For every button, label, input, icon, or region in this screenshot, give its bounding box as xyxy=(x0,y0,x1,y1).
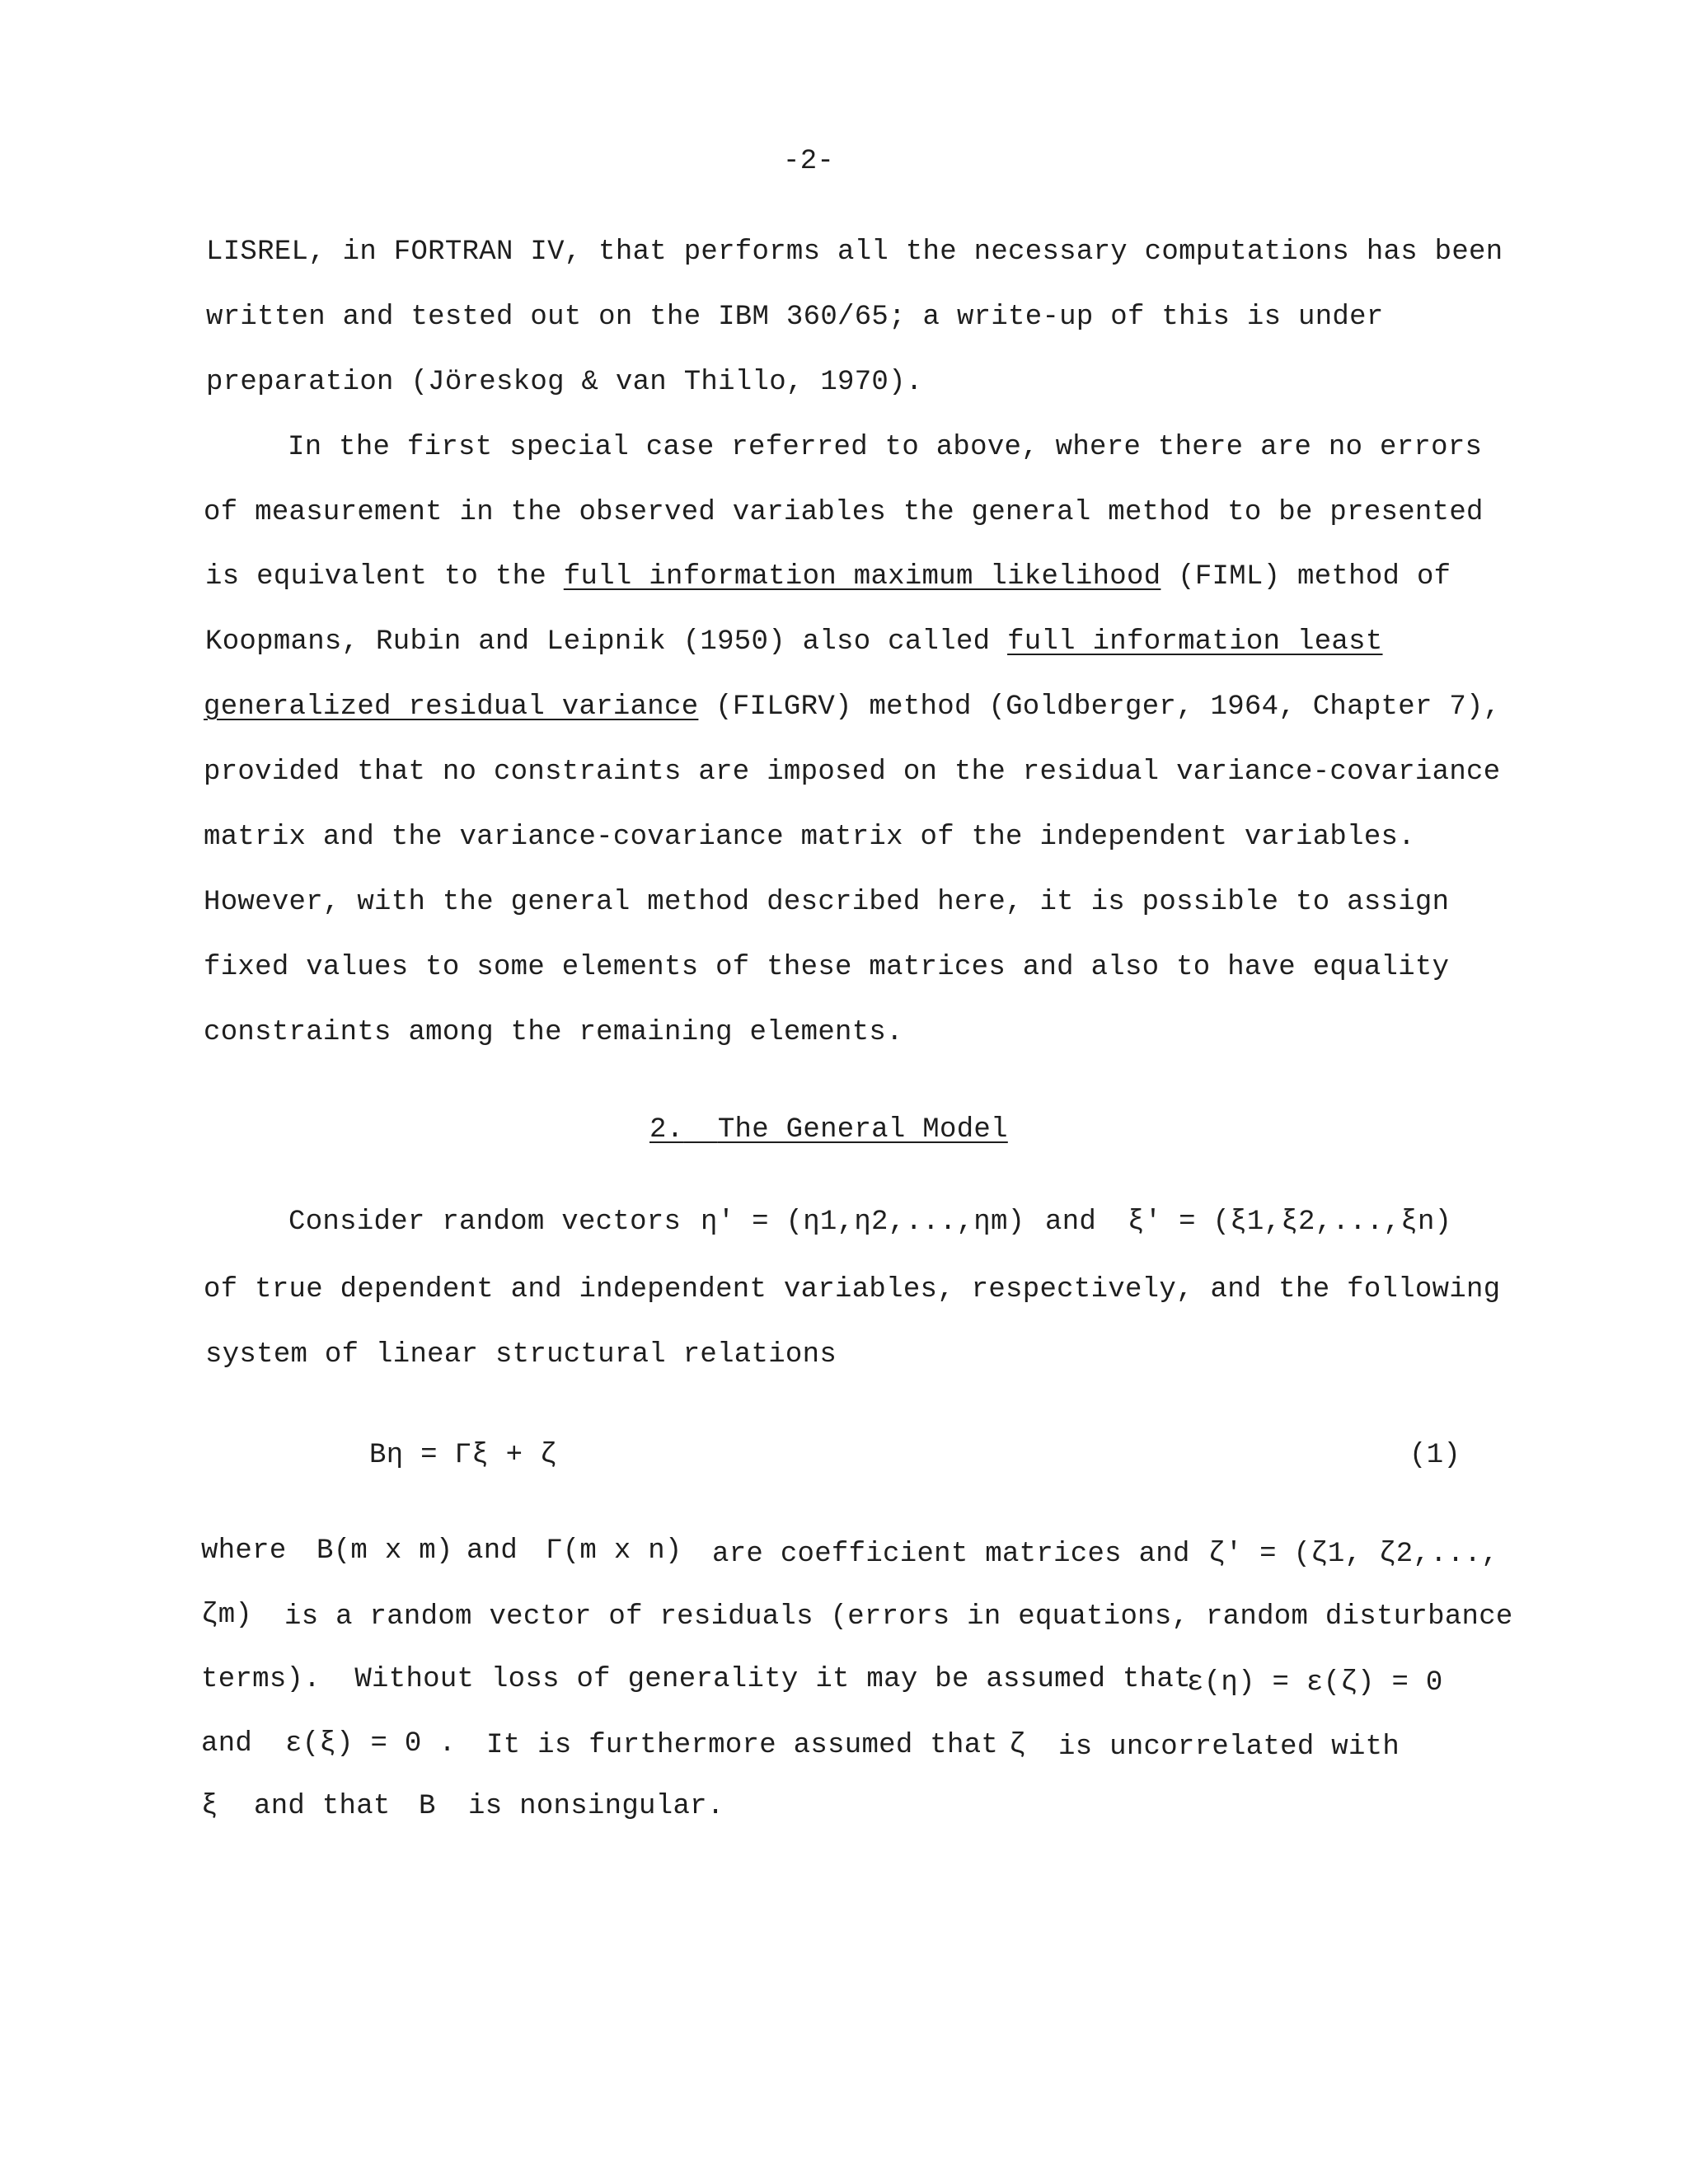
paragraph-2-line-4 xyxy=(205,626,1383,658)
paragraph-4-line-5b: and that xyxy=(254,1791,391,1822)
underlined-term-filgrv-part2: generalized residual variance xyxy=(204,691,699,723)
paragraph-1-line-3: preparation (Jöreskog & van Thillo, 1970). xyxy=(206,367,923,398)
matrix-b-symbol: B xyxy=(419,1791,436,1822)
text-span: (FILGRV) method (Goldberger, 1964, Chapter 7), xyxy=(698,691,1501,723)
page-number: -2- xyxy=(783,146,835,177)
section-spacer xyxy=(683,1114,717,1146)
eta-vector-definition: η' = (η1,η2,...,ηm) xyxy=(701,1207,1025,1238)
paragraph-2-line-5 xyxy=(204,691,1500,724)
text-span: is equivalent to the xyxy=(205,561,564,593)
paragraph-2-line-6: provided that no constraints are imposed on the residual variance-covariance xyxy=(204,757,1501,788)
paragraph-4-line-3a: terms). Without loss of generality it may be assumed that xyxy=(201,1664,1191,1695)
paragraph-1-line-1: LISREL, in FORTRAN IV, that performs all the necessary computations has been xyxy=(206,237,1503,268)
underlined-term-fiml: full information maximum likelihood xyxy=(563,561,1161,593)
paragraph-2-line-1: In the first special case referred to above, where there are no errors xyxy=(288,432,1483,463)
paragraph-4-line-4e: is uncorrelated with xyxy=(1058,1732,1400,1763)
paragraph-1-line-2: written and tested out on the IBM 360/65; a write-up of this is under xyxy=(206,302,1384,333)
xi-symbol: ξ xyxy=(201,1791,218,1822)
expectation-xi: ε(ξ) = 0 . xyxy=(285,1728,457,1760)
underlined-term-filgrv-part1: full information least xyxy=(1007,626,1383,658)
paragraph-4-line-4a: and xyxy=(201,1728,253,1760)
paragraph-4-line-2: is a random vector of residuals (errors in equations, random disturbance xyxy=(284,1601,1513,1633)
paragraph-3-line-2: of true dependent and independent variables, respectively, and the following xyxy=(204,1274,1501,1305)
paragraph-2-line-8: However, with the general method described here, it is possible to assign xyxy=(204,887,1450,918)
text-span: Koopmans, Rubin and Leipnik (1950) also called xyxy=(205,626,1008,658)
paragraph-2-line-2: of measurement in the observed variables the general method to be presented xyxy=(204,497,1484,528)
paragraph-3-line-3: system of linear structural relations xyxy=(205,1339,837,1371)
zeta-symbol: ζ xyxy=(1009,1730,1026,1761)
section-title: The General Model xyxy=(717,1114,1008,1146)
paragraph-2-line-7: matrix and the variance-covariance matrix of the independent variables. xyxy=(204,822,1415,853)
section-heading xyxy=(649,1113,1008,1146)
paragraph-4-where: where xyxy=(201,1535,287,1567)
paragraph-4-and: and xyxy=(467,1535,518,1567)
paragraph-2-line-9: fixed values to some elements of these matrices and also to have equality xyxy=(204,952,1450,983)
paragraph-4-line-1b: are coefficient matrices and xyxy=(712,1539,1190,1570)
paragraph-2-line-10: constraints among the remaining elements. xyxy=(204,1017,903,1048)
zeta-m: ζm) xyxy=(201,1600,253,1631)
xi-vector-definition: ξ' = (ξ1,ξ2,...,ξn) xyxy=(1128,1207,1452,1238)
zeta-vector-definition: ζ' = (ζ1, ζ2,..., xyxy=(1208,1539,1498,1570)
matrix-gamma-dimension: Γ(m x n) xyxy=(546,1535,682,1567)
paragraph-2-line-3 xyxy=(205,560,1451,593)
paragraph-3-and: and xyxy=(1045,1207,1097,1238)
paragraph-3-line-1a: Consider random vectors xyxy=(288,1207,682,1238)
equation-1-number: (1) xyxy=(1409,1440,1461,1471)
paragraph-4-line-5d: is nonsingular. xyxy=(468,1791,724,1822)
section-number: 2. xyxy=(649,1114,684,1146)
text-span: (FIML) method of xyxy=(1160,561,1451,593)
paragraph-4-line-4c: It is furthermore assumed that xyxy=(486,1730,999,1761)
matrix-b-dimension: B(m x m) xyxy=(316,1535,453,1567)
expectation-assumption: ε(η) = ε(ζ) = 0 xyxy=(1187,1667,1443,1699)
equation-1: Bη = Γξ + ζ xyxy=(369,1440,557,1471)
